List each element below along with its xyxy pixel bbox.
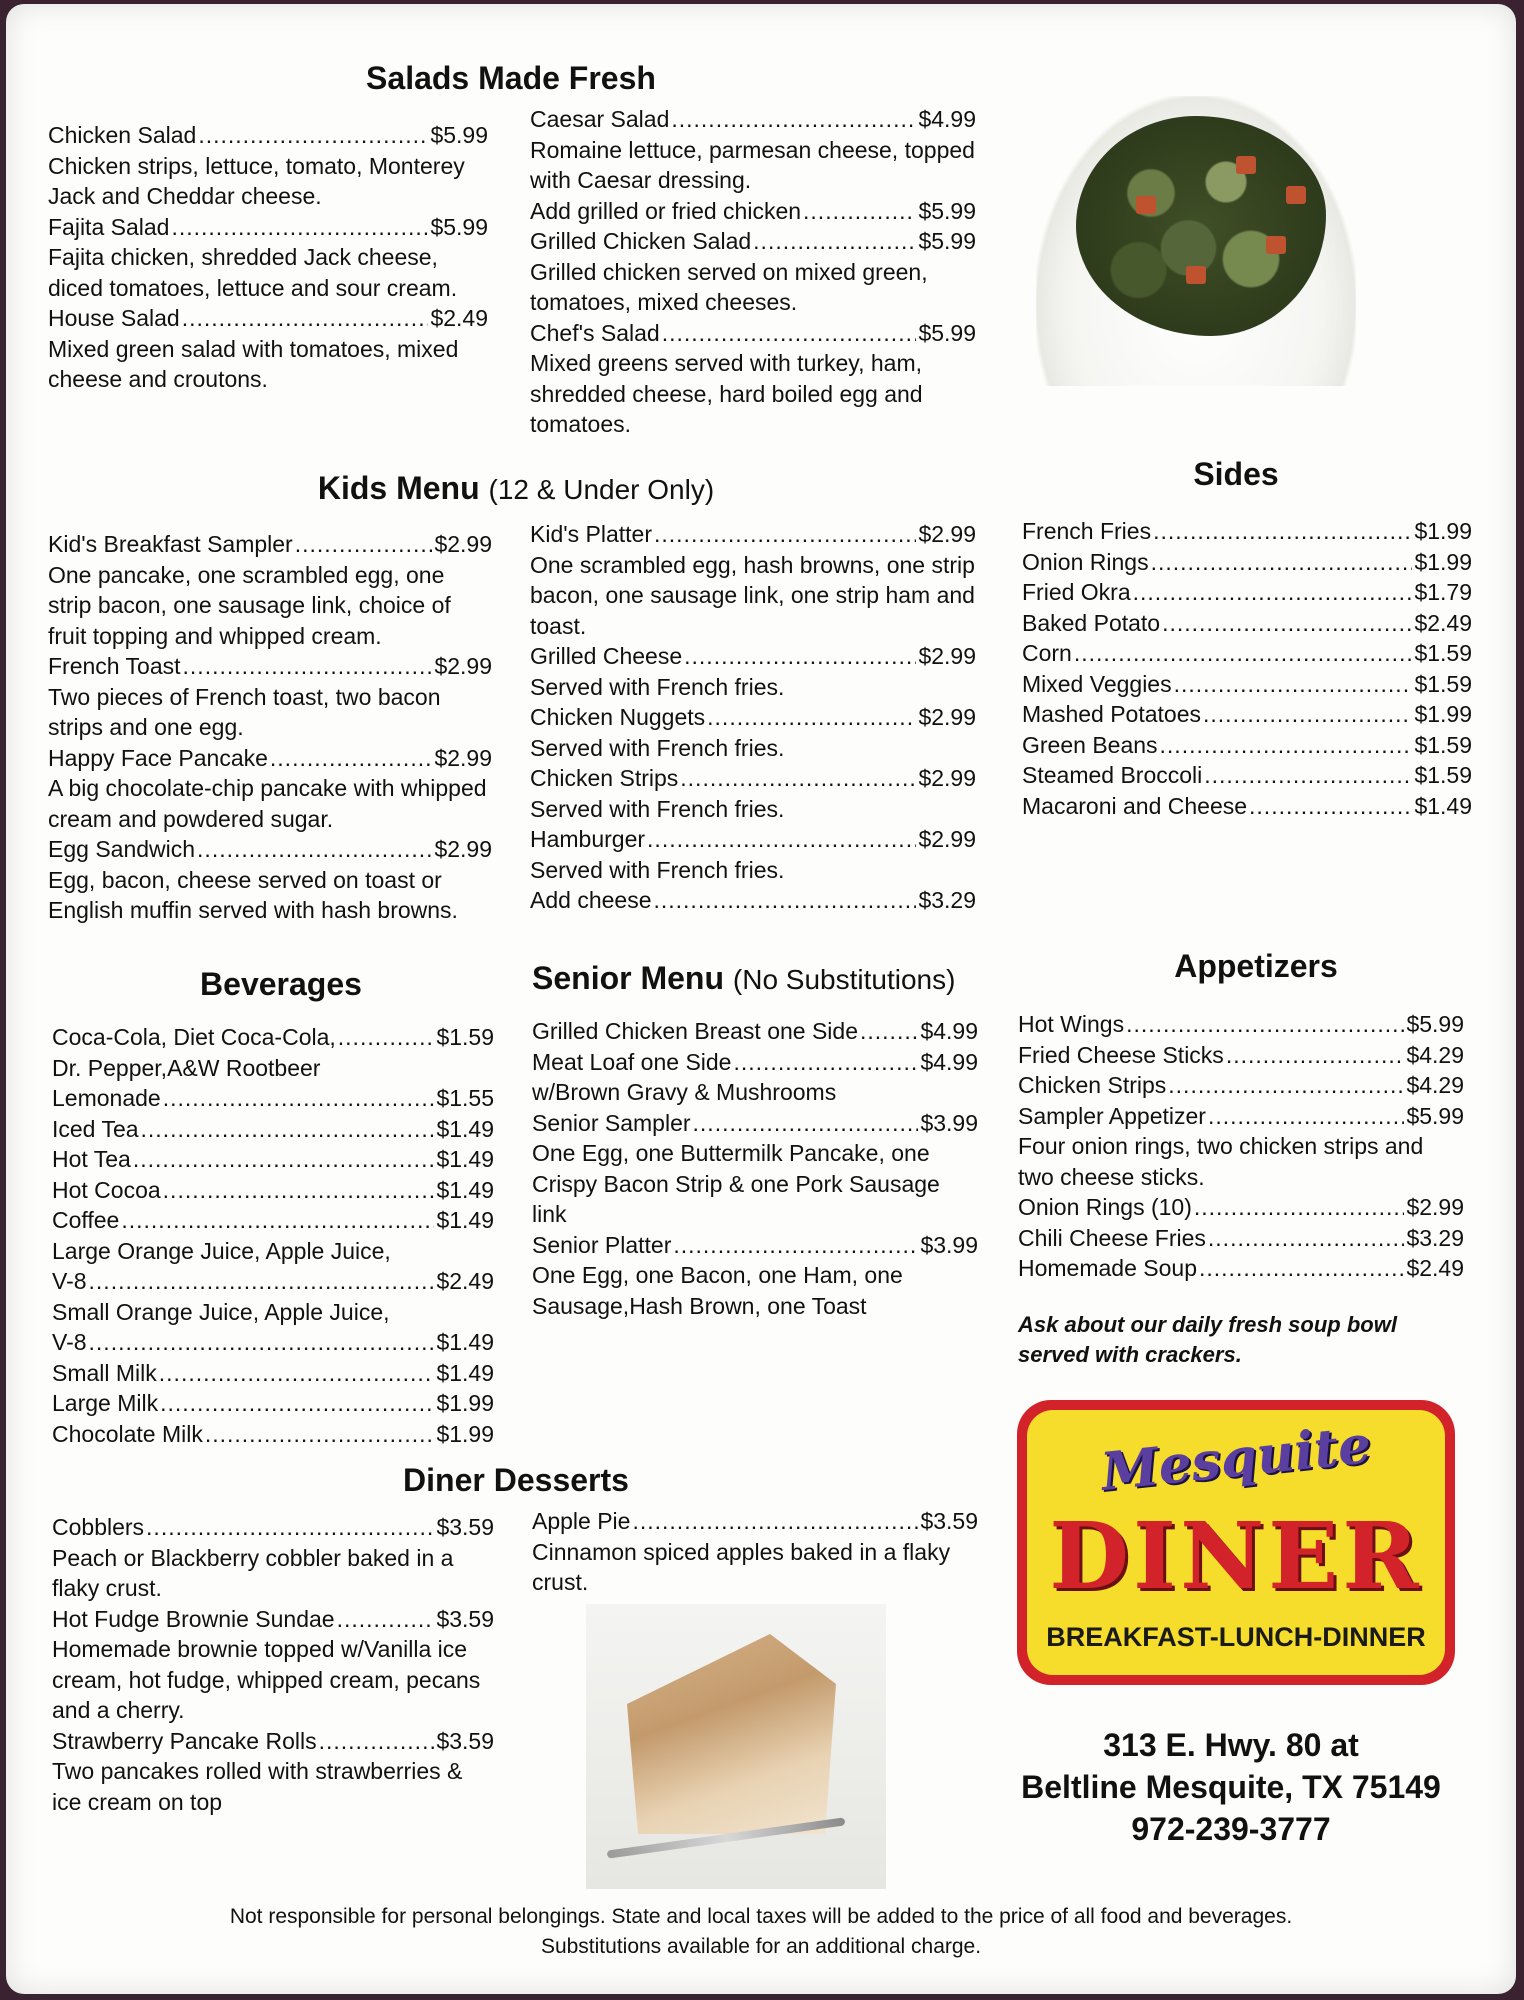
menu-item-description: One pancake, one scrambled egg, one strip bacon, one sausage link, choice of fruit topping and whipped cream. — [48, 561, 451, 649]
menu-item-price: $3.59 — [436, 1727, 494, 1754]
leader-dots — [1133, 577, 1413, 608]
menu-item-description: Fajita chicken, shredded Jack cheese, diced tomatoes, lettuce and sour cream. — [48, 244, 458, 301]
leader-dots — [632, 1506, 918, 1537]
leader-dots — [733, 1047, 918, 1078]
menu-item — [52, 1604, 494, 1635]
menu-item-description: Four onion rings, two chicken strips and two cheese sticks. — [1018, 1133, 1424, 1190]
menu-item-description: Homemade brownie topped w/Vanilla ice cream, hot fudge, whipped cream, pecans and a cherry. — [52, 1636, 481, 1723]
menu-item — [52, 1022, 494, 1053]
leader-dots — [671, 104, 916, 135]
leader-dots — [121, 1205, 434, 1236]
menu-item-name: Coffee — [52, 1207, 120, 1233]
logo-script-text: Mesquite — [1098, 1414, 1374, 1503]
menu-item-name: Hot Tea — [52, 1146, 131, 1172]
menu-item-price: $2.99 — [434, 653, 492, 679]
leader-dots — [89, 1266, 435, 1297]
menu-item — [530, 196, 976, 227]
menu-item — [52, 1083, 494, 1114]
leader-dots — [1199, 1253, 1404, 1284]
menu-item-name: Hot Fudge Brownie Sundae — [52, 1605, 335, 1632]
menu-item-name: Fajita Salad — [48, 213, 170, 240]
menu-item-name: Baked Potato — [1022, 609, 1161, 636]
menu-item-price: $5.99 — [430, 122, 488, 148]
menu-item — [530, 318, 976, 349]
leader-dots — [160, 1388, 434, 1419]
menu-item-description: Mixed greens served with turkey, ham, shredded cheese, hard boiled egg and tomatoes. — [530, 350, 923, 437]
leader-dots — [1153, 516, 1412, 547]
menu-item-name: Large Milk — [52, 1390, 159, 1416]
salads-left-column — [48, 120, 488, 395]
menu-item-name: Meat Loaf one Side — [532, 1048, 732, 1075]
mesquite-diner-logo — [1017, 1400, 1455, 1685]
menu-item-description: Peach or Blackberry cobbler baked in a flaky crust. — [52, 1544, 454, 1601]
menu-item — [532, 1230, 978, 1261]
footer — [46, 1902, 1476, 1962]
menu-item-name: Chocolate Milk — [52, 1420, 203, 1447]
leader-dots — [295, 529, 433, 560]
leader-dots — [647, 824, 916, 855]
menu-item — [532, 1047, 978, 1078]
leader-dots — [753, 226, 916, 257]
menu-item — [48, 651, 492, 682]
menu-item-name: V-8 — [52, 1329, 87, 1355]
menu-item-description: A big chocolate-chip pancake with whipped cream and powdered sugar. — [48, 775, 487, 832]
menu-item-price: $4.29 — [1406, 1041, 1464, 1068]
menu-item-description: Two pieces of French toast, two bacon strips and one egg. — [48, 683, 441, 740]
apple-pie-photo — [586, 1604, 886, 1889]
pie-slice-image — [616, 1634, 836, 1834]
menu-item — [1018, 1101, 1464, 1132]
leader-dots — [707, 702, 916, 733]
kids-right-column — [530, 519, 976, 916]
menu-item-name: Mixed Veggies — [1022, 670, 1172, 697]
leader-dots — [197, 834, 432, 865]
menu-item — [530, 824, 976, 855]
menu-item-price: $2.49 — [430, 305, 488, 331]
address-line-2: Beltline Mesquite, TX 75149 — [1021, 1769, 1441, 1805]
menu-item-price: $1.59 — [436, 1024, 494, 1050]
menu-item-name: Happy Face Pancake — [48, 744, 268, 771]
footer-line-1: Not responsible for personal belongings. State and local taxes will be added to the price of all food and beverages. — [229, 1905, 1293, 1928]
menu-item-price: $2.99 — [918, 643, 976, 669]
menu-item-price: $2.99 — [1406, 1194, 1464, 1220]
sides-title: Sides — [1193, 456, 1279, 492]
menu-item — [530, 702, 976, 733]
menu-item-name: Senior Sampler — [532, 1109, 691, 1136]
menu-item-description: Chicken strips, lettuce, tomato, Monterey Jack and Cheddar cheese. — [48, 152, 465, 209]
menu-item — [530, 763, 976, 794]
phone-number: 972-239-3777 — [1131, 1811, 1331, 1847]
menu-item-name: V-8 — [52, 1268, 87, 1294]
menu-item-name: Senior Platter — [532, 1231, 672, 1258]
menu-item-price: $1.99 — [1414, 701, 1472, 727]
menu-item-price: $1.49 — [436, 1176, 494, 1203]
menu-item-price: $2.99 — [918, 826, 976, 852]
menu-item-name: Caesar Salad — [530, 106, 670, 132]
menu-item-name: Add cheese — [530, 887, 652, 913]
menu-item — [52, 1726, 494, 1757]
menu-item — [530, 226, 976, 257]
menu-item-name: Kid's Breakfast Sampler — [48, 531, 293, 557]
menu-item-price: $1.99 — [1414, 548, 1472, 575]
menu-item-name: House Salad — [48, 305, 180, 331]
menu-item-name: Grilled Chicken Salad — [530, 228, 752, 254]
menu-item-price: $3.29 — [918, 887, 976, 913]
salads-right-column — [530, 104, 976, 440]
leader-dots — [337, 1604, 435, 1635]
menu-item-price: $2.49 — [1414, 609, 1472, 636]
menu-item-name: French Toast — [48, 653, 181, 679]
leader-dots — [89, 1327, 435, 1358]
menu-item-price: $4.99 — [920, 1048, 978, 1075]
salad-greens-image — [1076, 116, 1326, 336]
menu-item-price: $2.49 — [436, 1268, 494, 1294]
footer-line-2: Substitutions available for an additional charge. — [540, 1935, 982, 1958]
menu-item-name: Mashed Potatoes — [1022, 701, 1202, 727]
leader-dots — [146, 1512, 434, 1543]
menu-item — [532, 1506, 978, 1537]
kids-title — [296, 470, 736, 507]
menu-item-name: Hot Cocoa — [52, 1176, 161, 1203]
menu-item-price: $3.99 — [920, 1109, 978, 1136]
menu-item-price: $5.99 — [1406, 1102, 1464, 1129]
menu-item-line: Small Orange Juice, Apple Juice, — [52, 1298, 390, 1325]
beverages-title: Beverages — [200, 966, 362, 1002]
address-line-1: 313 E. Hwy. 80 at — [1103, 1727, 1359, 1763]
menu-item-price: $4.99 — [918, 106, 976, 132]
menu-item-price: $1.99 — [436, 1420, 494, 1447]
menu-item-description: One Egg, one Buttermilk Pancake, one Crispy Bacon Strip & one Pork Sausage link — [532, 1140, 940, 1227]
menu-item — [530, 104, 976, 135]
menu-item — [1022, 547, 1472, 578]
menu-item-price: $1.59 — [1414, 762, 1472, 788]
menu-item-description: Mixed green salad with tomatoes, mixed cheese and croutons. — [48, 335, 459, 392]
menu-item-description: One Egg, one Bacon, one Ham, one Sausage,Hash Brown, one Toast — [532, 1262, 903, 1319]
logo-tagline: BREAKFAST-LUNCH-DINNER — [1046, 1622, 1426, 1652]
leader-dots — [338, 1022, 435, 1053]
menu-item — [1018, 1192, 1464, 1223]
menu-item-price: $1.59 — [1414, 731, 1472, 758]
leader-dots — [163, 1083, 435, 1114]
menu-item-description: Served with French fries. — [530, 795, 785, 822]
desserts-right-column — [532, 1506, 978, 1598]
menu-item-name: Chili Cheese Fries — [1018, 1224, 1206, 1251]
menu-item-price: $3.59 — [436, 1514, 494, 1540]
sides-list — [1022, 516, 1472, 821]
senior-title-text: Senior Menu — [532, 960, 725, 996]
menu-item-price: $1.49 — [436, 1359, 494, 1386]
menu-item — [52, 1175, 494, 1206]
menu-item-name: Chicken Strips — [530, 765, 679, 791]
leader-dots — [1208, 1101, 1405, 1132]
menu-item-price: $2.99 — [434, 744, 492, 771]
menu-item-description: One scrambled egg, hash browns, one strip bacon, one sausage link, one strip ham and toast. — [530, 551, 975, 639]
menu-item-name: Homemade Soup — [1018, 1255, 1197, 1281]
senior-title-note: (No Substitutions) — [732, 964, 956, 995]
menu-item — [532, 1108, 978, 1139]
leader-dots — [159, 1358, 435, 1389]
leader-dots — [684, 641, 916, 672]
leader-dots — [141, 1114, 435, 1145]
menu-item-name: French Fries — [1022, 518, 1152, 544]
menu-item — [1022, 699, 1472, 730]
menu-item-description: Romaine lettuce, parmesan cheese, topped with Caesar dressing. — [530, 136, 975, 193]
menu-item — [1018, 1223, 1464, 1254]
menu-item-name: Lemonade — [52, 1085, 161, 1111]
leader-dots — [803, 196, 916, 227]
menu-item-price: $1.49 — [436, 1207, 494, 1233]
menu-item-description: Cinnamon spiced apples baked in a flaky crust. — [532, 1538, 951, 1595]
menu-item-name: Apple Pie — [532, 1508, 631, 1534]
leader-dots — [1160, 730, 1413, 761]
desserts-title: Diner Desserts — [403, 1462, 629, 1498]
menu-item — [52, 1266, 494, 1297]
menu-item-name: Onion Rings — [1022, 548, 1149, 575]
menu-item-price: $1.59 — [1414, 670, 1472, 697]
menu-item-name: Chicken Strips — [1018, 1072, 1167, 1098]
menu-item-name: Fried Cheese Sticks — [1018, 1041, 1224, 1068]
leader-dots — [163, 1175, 435, 1206]
menu-item-name: Grilled Cheese — [530, 643, 683, 669]
menu-item-price: $1.79 — [1414, 579, 1472, 605]
menu-item-name: Grilled Chicken Breast one Side — [532, 1018, 858, 1044]
menu-item-name: Kid's Platter — [530, 521, 652, 547]
menu-item-price: $1.49 — [436, 1146, 494, 1172]
menu-item-price: $3.59 — [920, 1508, 978, 1534]
menu-item — [532, 1016, 978, 1047]
menu-item-price: $5.99 — [918, 228, 976, 254]
menu-item-price: $1.49 — [436, 1115, 494, 1142]
menu-item-price: $3.59 — [436, 1605, 494, 1632]
menu-item-description: Dr. Pepper,A&W Rootbeer — [52, 1054, 321, 1081]
leader-dots — [1162, 608, 1412, 639]
leader-dots — [1208, 1223, 1405, 1254]
menu-item-price: $3.99 — [920, 1231, 978, 1258]
leader-dots — [270, 743, 433, 774]
menu-item — [1022, 669, 1472, 700]
menu-item-name: Strawberry Pancake Rolls — [52, 1727, 317, 1754]
menu-item-name: Macaroni and Cheese — [1022, 792, 1248, 819]
salads-title: Salads Made Fresh — [366, 60, 656, 96]
menu-item — [1022, 760, 1472, 791]
menu-item-description: Grilled chicken served on mixed green, tomatoes, mixed cheeses. — [530, 258, 928, 315]
menu-item-price: $5.99 — [1406, 1011, 1464, 1037]
menu-item-name: Iced Tea — [52, 1115, 139, 1142]
menu-item-price: $1.99 — [436, 1390, 494, 1416]
menu-item-price: $4.99 — [920, 1018, 978, 1044]
menu-item-price: $2.99 — [434, 531, 492, 557]
beverages-list — [52, 1022, 494, 1449]
leader-dots — [693, 1108, 919, 1139]
leader-dots — [182, 303, 429, 334]
leader-dots — [654, 519, 916, 550]
menu-item-price: $2.99 — [918, 521, 976, 547]
menu-item — [1022, 577, 1472, 608]
menu-item-name: Add grilled or fried chicken — [530, 197, 802, 224]
leader-dots — [1126, 1009, 1404, 1040]
menu-item — [52, 1114, 494, 1145]
menu-item — [52, 1144, 494, 1175]
menu-item-description: Served with French fries. — [530, 856, 785, 883]
menu-item — [1018, 1009, 1464, 1040]
menu-item-name: Fried Okra — [1022, 579, 1131, 605]
menu-item — [52, 1358, 494, 1389]
leader-dots — [1226, 1040, 1405, 1071]
leader-dots — [860, 1016, 918, 1047]
menu-item-name: Chicken Salad — [48, 122, 197, 148]
menu-item-price: $1.49 — [1414, 792, 1472, 819]
menu-item-name: Hot Wings — [1018, 1011, 1125, 1037]
leader-dots — [1174, 669, 1413, 700]
menu-item-name: Green Beans — [1022, 731, 1158, 758]
senior-title — [532, 960, 992, 997]
kids-title-text: Kids Menu — [317, 470, 480, 506]
menu-item-price: $5.99 — [430, 213, 488, 240]
desserts-left-column — [52, 1512, 494, 1817]
menu-item-name: Egg Sandwich — [48, 836, 196, 862]
menu-item-price: $1.59 — [1414, 640, 1472, 666]
menu-item — [1022, 608, 1472, 639]
menu-item-name: Coca-Cola, Diet Coca-Cola, — [52, 1024, 336, 1050]
menu-item-price: $1.55 — [436, 1085, 494, 1111]
menu-item-description: Served with French fries. — [530, 673, 785, 700]
menu-item — [48, 743, 492, 774]
leader-dots — [205, 1419, 435, 1450]
menu-item — [48, 303, 488, 334]
senior-list — [532, 1016, 978, 1321]
menu-item — [1018, 1040, 1464, 1071]
appetizers-title: Appetizers — [1174, 948, 1338, 984]
menu-item-price: $1.99 — [1414, 518, 1472, 544]
menu-item — [530, 641, 976, 672]
soup-note: Ask about our daily fresh soup bowl served with crackers. — [1018, 1312, 1397, 1367]
leader-dots — [183, 651, 433, 682]
menu-item-name: Chicken Nuggets — [530, 704, 706, 730]
menu-item-name: Onion Rings (10) — [1018, 1194, 1192, 1220]
menu-item-price: $2.49 — [1406, 1255, 1464, 1281]
menu-item-description: Egg, bacon, cheese served on toast or English muffin served with hash browns. — [48, 866, 458, 923]
menu-item — [530, 885, 976, 916]
leader-dots — [1151, 547, 1413, 578]
menu-item — [52, 1419, 494, 1450]
menu-item-line: Large Orange Juice, Apple Juice, — [52, 1237, 391, 1264]
leader-dots — [1168, 1070, 1404, 1101]
leader-dots — [171, 212, 428, 243]
logo-diner-text: DINER — [1049, 1502, 1423, 1610]
menu-item-name: Sampler Appetizer — [1018, 1102, 1206, 1129]
menu-item — [1022, 516, 1472, 547]
menu-item — [1022, 638, 1472, 669]
menu-item-description: Served with French fries. — [530, 734, 785, 761]
address-block — [996, 1724, 1466, 1850]
menu-item-price: $2.99 — [918, 765, 976, 791]
menu-item-description: w/Brown Gravy & Mushrooms — [532, 1079, 837, 1105]
leader-dots — [1204, 760, 1412, 791]
menu-item — [48, 120, 488, 151]
salad-photo — [1036, 96, 1356, 386]
menu-item — [1022, 791, 1472, 822]
leader-dots — [1074, 638, 1413, 669]
menu-item — [48, 529, 492, 560]
menu-item-price: $2.99 — [434, 836, 492, 862]
menu-item-price: $2.99 — [918, 704, 976, 730]
leader-dots — [673, 1230, 918, 1261]
appetizers-list — [1018, 1009, 1464, 1284]
menu-item — [1022, 730, 1472, 761]
menu-item-name: Hamburger — [530, 826, 646, 852]
menu-item-price: $1.49 — [436, 1329, 494, 1355]
leader-dots — [653, 885, 916, 916]
menu-item-name: Corn — [1022, 640, 1072, 666]
leader-dots — [1203, 699, 1412, 730]
menu-item — [48, 212, 488, 243]
kids-title-note: (12 & Under Only) — [488, 474, 715, 505]
leader-dots — [662, 318, 917, 349]
menu-item — [52, 1388, 494, 1419]
menu-item-description: Two pancakes rolled with strawberries & ice cream on top — [52, 1758, 463, 1815]
menu-item-price: $3.29 — [1406, 1224, 1464, 1251]
menu-item-price: $5.99 — [918, 197, 976, 224]
kids-left-column — [48, 529, 492, 926]
menu-item — [1018, 1253, 1464, 1284]
menu-item-name: Cobblers — [52, 1514, 145, 1540]
menu-item-price: $4.29 — [1406, 1072, 1464, 1098]
menu-item — [48, 834, 492, 865]
menu-item — [52, 1327, 494, 1358]
menu-item — [530, 519, 976, 550]
menu-item — [52, 1205, 494, 1236]
leader-dots — [319, 1726, 435, 1757]
leader-dots — [1249, 791, 1412, 822]
menu-page — [6, 4, 1516, 1994]
leader-dots — [1194, 1192, 1405, 1223]
menu-item-name: Small Milk — [52, 1359, 157, 1386]
menu-item-price: $5.99 — [918, 319, 976, 346]
menu-item — [52, 1512, 494, 1543]
menu-item-name: Chef's Salad — [530, 319, 660, 346]
leader-dots — [680, 763, 916, 794]
menu-item — [1018, 1070, 1464, 1101]
leader-dots — [198, 120, 428, 151]
menu-item-name: Steamed Broccoli — [1022, 762, 1203, 788]
leader-dots — [133, 1144, 435, 1175]
